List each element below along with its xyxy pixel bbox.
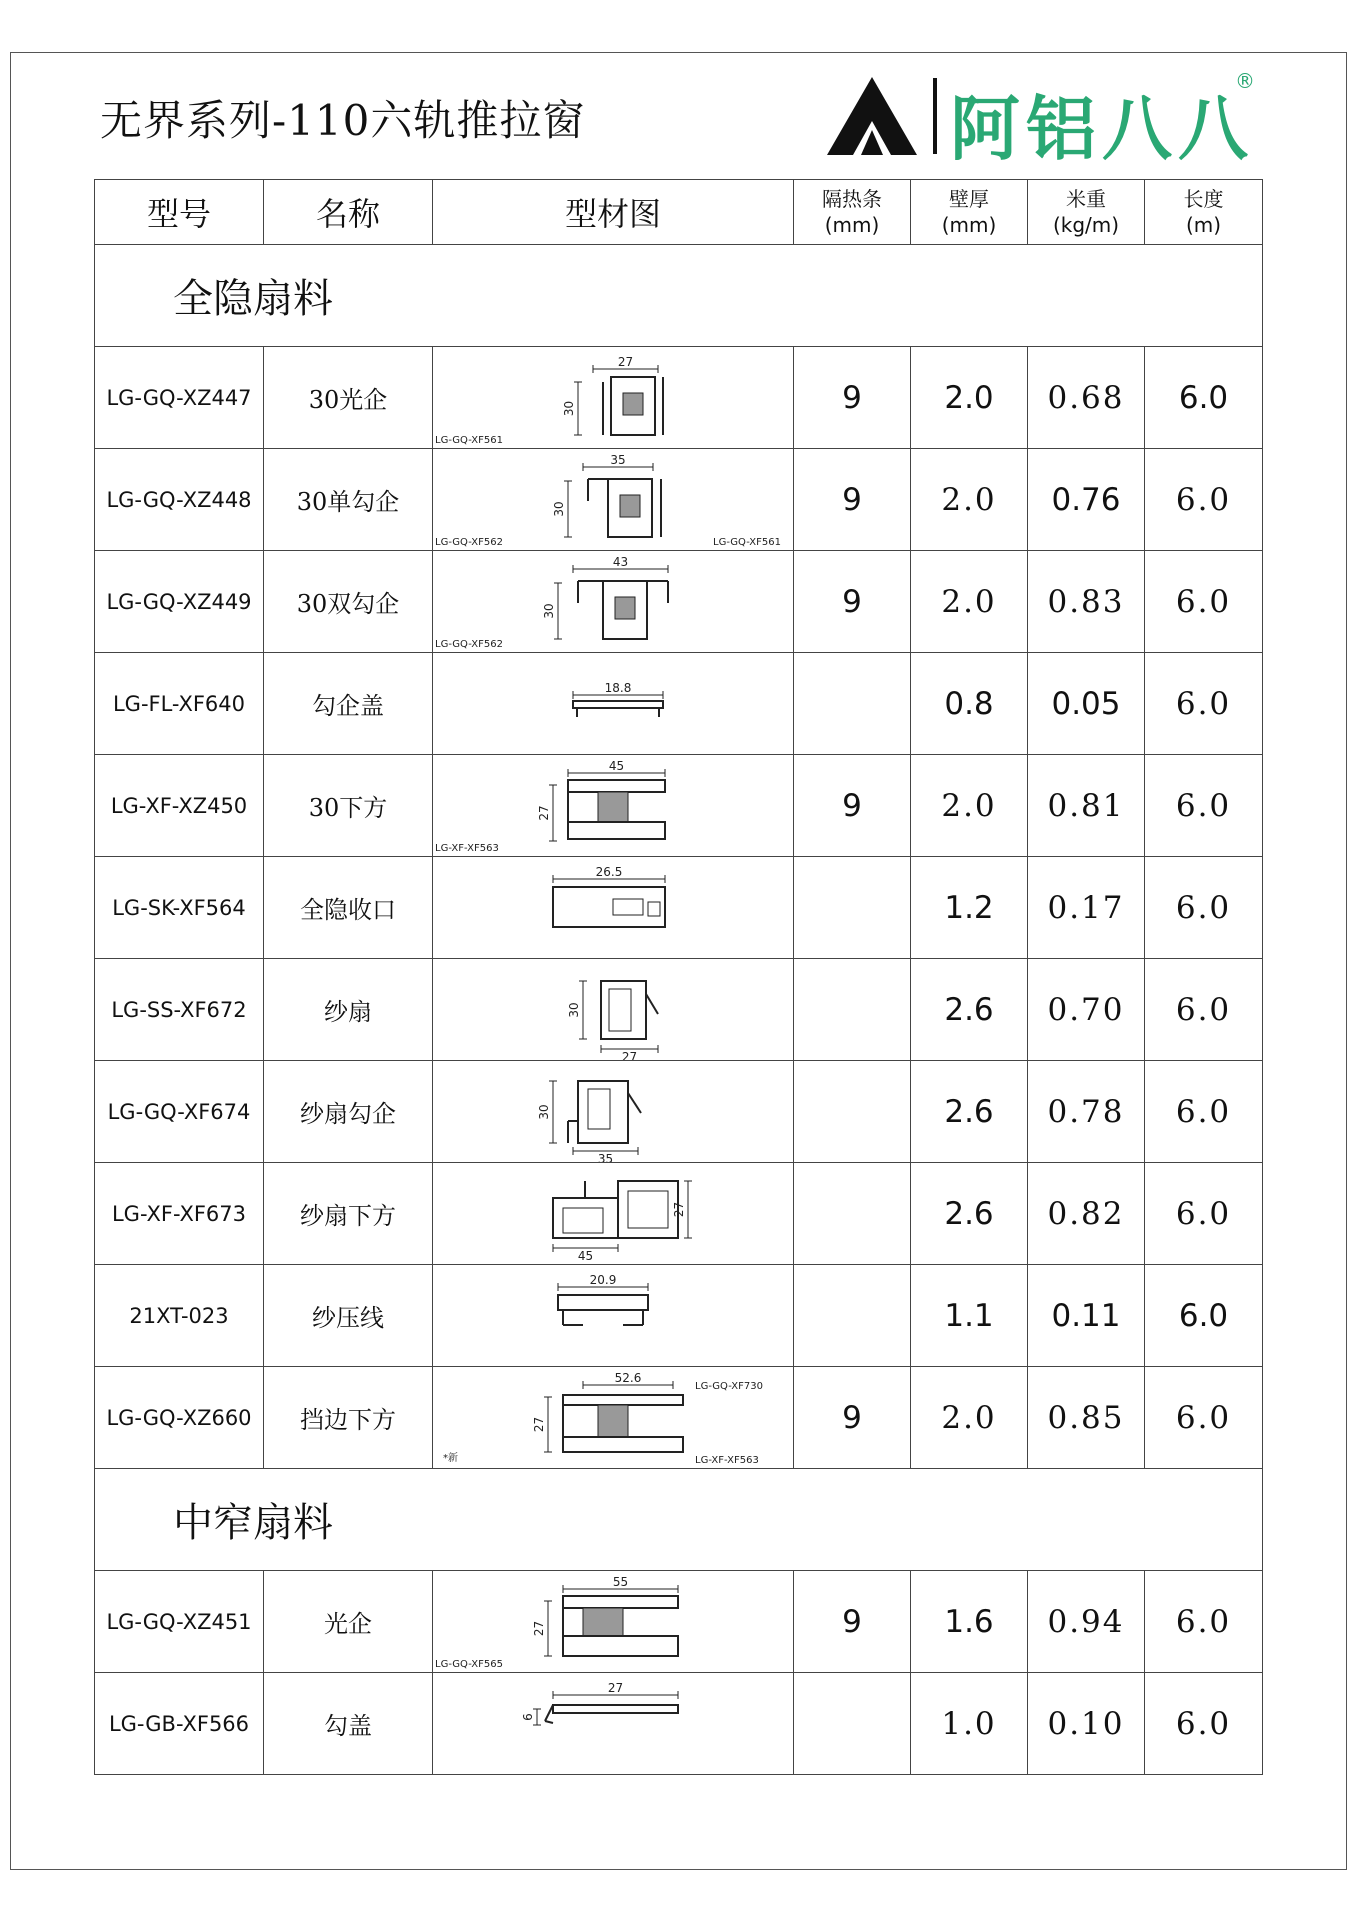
- table-row: [95, 857, 1263, 959]
- spec-table: [94, 179, 1263, 1775]
- svg-text:27: 27: [532, 1416, 546, 1433]
- wall-thickness-cell: 0.8: [911, 653, 1028, 755]
- model-cell: LG-XF-XZ450: [95, 755, 264, 857]
- svg-text:18.8: 18.8: [604, 681, 632, 695]
- meter-weight-cell: 0.76: [1028, 449, 1145, 551]
- profile-drawing: [433, 1571, 793, 1672]
- profile-drawing-cell: [433, 1673, 794, 1775]
- profile-drawing-cell: [433, 449, 794, 551]
- registered-mark: ®: [1235, 69, 1255, 93]
- name-cell: 纱扇下方: [264, 1163, 433, 1265]
- insulation-cell: [794, 959, 911, 1061]
- meter-weight-cell: 0.82: [1028, 1163, 1145, 1265]
- meter-weight-cell: 0.68: [1028, 347, 1145, 449]
- section-header: [95, 1469, 1263, 1571]
- col-drawing: 型材图: [433, 180, 794, 245]
- wall-thickness-cell: 2.0: [911, 1367, 1028, 1469]
- table-row: [95, 1571, 1263, 1673]
- profile-drawing: [433, 1265, 793, 1366]
- svg-text:45: 45: [577, 1249, 594, 1263]
- name-cell: 勾盖: [264, 1673, 433, 1775]
- insulation-cell: 9: [794, 449, 911, 551]
- profile-drawing: [433, 653, 793, 754]
- profile-drawing: [433, 347, 793, 448]
- svg-text:30: 30: [537, 1104, 551, 1120]
- insulation-cell: [794, 1265, 911, 1367]
- col-model: 型号: [95, 180, 264, 245]
- insulation-cell: [794, 1061, 911, 1163]
- svg-text:45: 45: [608, 759, 625, 773]
- svg-text:26.5: 26.5: [595, 865, 623, 879]
- svg-text:52.6: 52.6: [614, 1371, 642, 1385]
- profile-drawing-cell: [433, 551, 794, 653]
- model-cell: LG-GQ-XZ447: [95, 347, 264, 449]
- wall-thickness-cell: 2.0: [911, 347, 1028, 449]
- meter-weight-cell: 0.17: [1028, 857, 1145, 959]
- svg-text:27: 27: [607, 1681, 624, 1695]
- drawing-part-label: LG-GQ-XF565: [435, 1659, 503, 1670]
- profile-drawing-cell: [433, 857, 794, 959]
- svg-text:30: 30: [552, 501, 566, 517]
- model-cell: LG-GQ-XZ660: [95, 1367, 264, 1469]
- model-cell: LG-SS-XF672: [95, 959, 264, 1061]
- insulation-cell: 9: [794, 1571, 911, 1673]
- wall-thickness-cell: 1.1: [911, 1265, 1028, 1367]
- name-cell: 30单勾企: [264, 449, 433, 551]
- meter-weight-cell: 0.85: [1028, 1367, 1145, 1469]
- drawing-part-label: LG-GQ-XF562: [435, 639, 503, 650]
- table-row: [95, 449, 1263, 551]
- svg-text:35: 35: [610, 453, 626, 467]
- table-row: [95, 959, 1263, 1061]
- profile-drawing-cell: [433, 347, 794, 449]
- col-name: 名称: [264, 180, 433, 245]
- name-cell: 30双勾企: [264, 551, 433, 653]
- svg-text:30: 30: [542, 603, 556, 619]
- table-row: [95, 1163, 1263, 1265]
- section-title: 全隐扇料: [95, 245, 1263, 347]
- col-insulation: 隔热条 (mm): [794, 180, 911, 245]
- model-cell: LG-GQ-XZ448: [95, 449, 264, 551]
- wall-thickness-cell: 2.0: [911, 551, 1028, 653]
- svg-text:27: 27: [621, 1050, 638, 1060]
- length-cell: 6.0: [1145, 959, 1263, 1061]
- drawing-part-label: LG-XF-XF563: [435, 843, 499, 854]
- table-header: [95, 180, 1263, 245]
- model-cell: LG-XF-XF673: [95, 1163, 264, 1265]
- model-cell: LG-GQ-XZ451: [95, 1571, 264, 1673]
- profile-drawing-cell: [433, 1061, 794, 1163]
- profile-drawing-cell: [433, 1367, 794, 1469]
- insulation-cell: 9: [794, 755, 911, 857]
- svg-text:27: 27: [537, 805, 551, 821]
- insulation-cell: [794, 653, 911, 755]
- logo-divider: [933, 78, 937, 154]
- insulation-cell: 9: [794, 551, 911, 653]
- model-cell: 21XT-023: [95, 1265, 264, 1367]
- length-cell: 6.0: [1145, 1061, 1263, 1163]
- col-wall: 壁厚 (mm): [911, 180, 1028, 245]
- wall-thickness-cell: 1.2: [911, 857, 1028, 959]
- profile-drawing: [433, 1061, 793, 1162]
- svg-text:43: 43: [612, 555, 629, 569]
- table-row: [95, 1061, 1263, 1163]
- section-title: 中窄扇料: [95, 1469, 1263, 1571]
- model-cell: LG-FL-XF640: [95, 653, 264, 755]
- profile-drawing: [433, 449, 793, 550]
- section-header: [95, 245, 1263, 347]
- svg-text:55: 55: [612, 1575, 629, 1589]
- profile-drawing: [433, 1163, 793, 1264]
- name-cell: 30下方: [264, 755, 433, 857]
- wall-thickness-cell: 1.0: [911, 1673, 1028, 1775]
- drawing-part-label: LG-GQ-XF730: [695, 1381, 763, 1392]
- svg-text:27: 27: [617, 355, 634, 369]
- meter-weight-cell: 0.11: [1028, 1265, 1145, 1367]
- col-weight: 米重 (kg/m): [1028, 180, 1145, 245]
- meter-weight-cell: 0.05: [1028, 653, 1145, 755]
- wall-thickness-cell: 2.6: [911, 959, 1028, 1061]
- table-row: [95, 755, 1263, 857]
- drawing-part-label: LG-GQ-XF561: [435, 435, 503, 446]
- svg-text:20.9: 20.9: [589, 1273, 617, 1287]
- svg-text:27: 27: [532, 1620, 546, 1637]
- profile-drawing-cell: [433, 1571, 794, 1673]
- page-title: 无界系列-110六轨推拉窗: [100, 96, 586, 145]
- name-cell: 纱扇: [264, 959, 433, 1061]
- length-cell: 6.0: [1145, 347, 1263, 449]
- profile-drawing-cell: [433, 1163, 794, 1265]
- name-cell: 纱扇勾企: [264, 1061, 433, 1163]
- profile-drawing: [433, 1673, 793, 1774]
- model-cell: LG-SK-XF564: [95, 857, 264, 959]
- insulation-cell: [794, 1163, 911, 1265]
- drawing-part-label: LG-GQ-XF562: [435, 537, 503, 548]
- length-cell: 6.0: [1145, 1367, 1263, 1469]
- table-row: [95, 551, 1263, 653]
- insulation-cell: 9: [794, 1367, 911, 1469]
- insulation-cell: 9: [794, 347, 911, 449]
- wall-thickness-cell: 2.0: [911, 449, 1028, 551]
- meter-weight-cell: 0.81: [1028, 755, 1145, 857]
- profile-drawing: [433, 1367, 793, 1468]
- profile-drawing: [433, 551, 793, 652]
- logo-triangle-icon: [825, 75, 920, 157]
- svg-text:30: 30: [567, 1002, 581, 1018]
- meter-weight-cell: 0.78: [1028, 1061, 1145, 1163]
- model-cell: LG-GQ-XZ449: [95, 551, 264, 653]
- length-cell: 6.0: [1145, 857, 1263, 959]
- meter-weight-cell: 0.83: [1028, 551, 1145, 653]
- length-cell: 6.0: [1145, 1571, 1263, 1673]
- model-cell: LG-GB-XF566: [95, 1673, 264, 1775]
- svg-text:35: 35: [597, 1152, 614, 1162]
- table-row: [95, 653, 1263, 755]
- drawing-part-label: LG-XF-XF563: [695, 1455, 759, 1466]
- table-row: [95, 1265, 1263, 1367]
- length-cell: 6.0: [1145, 449, 1263, 551]
- profile-drawing-cell: [433, 653, 794, 755]
- profile-drawing: [433, 959, 793, 1060]
- name-cell: 光企: [264, 1571, 433, 1673]
- profile-drawing-cell: [433, 1265, 794, 1367]
- length-cell: 6.0: [1145, 1265, 1263, 1367]
- profile-drawing: [433, 755, 793, 856]
- meter-weight-cell: 0.10: [1028, 1673, 1145, 1775]
- name-cell: 全隐收口: [264, 857, 433, 959]
- meter-weight-cell: 0.70: [1028, 959, 1145, 1061]
- wall-thickness-cell: 2.0: [911, 755, 1028, 857]
- insulation-cell: [794, 857, 911, 959]
- drawing-part-label: LG-GQ-XF561: [713, 537, 781, 548]
- table-row: [95, 1673, 1263, 1775]
- length-cell: 6.0: [1145, 1163, 1263, 1265]
- profile-drawing: [433, 857, 793, 958]
- drawing-part-label: *新: [443, 1453, 458, 1464]
- name-cell: 勾企盖: [264, 653, 433, 755]
- wall-thickness-cell: 2.6: [911, 1061, 1028, 1163]
- svg-text:6: 6: [521, 1713, 535, 1721]
- length-cell: 6.0: [1145, 755, 1263, 857]
- profile-drawing-cell: [433, 959, 794, 1061]
- name-cell: 30光企: [264, 347, 433, 449]
- length-cell: 6.0: [1145, 653, 1263, 755]
- model-cell: LG-GQ-XF674: [95, 1061, 264, 1163]
- insulation-cell: [794, 1673, 911, 1775]
- profile-drawing-cell: [433, 755, 794, 857]
- svg-text:27: 27: [672, 1201, 686, 1218]
- col-length: 长度 (m): [1145, 180, 1263, 245]
- svg-text:30: 30: [562, 400, 576, 417]
- wall-thickness-cell: 1.6: [911, 1571, 1028, 1673]
- name-cell: 挡边下方: [264, 1367, 433, 1469]
- meter-weight-cell: 0.94: [1028, 1571, 1145, 1673]
- table-row: [95, 347, 1263, 449]
- wall-thickness-cell: 2.6: [911, 1163, 1028, 1265]
- logo-text: 阿铝八八: [950, 88, 1254, 170]
- table-row: [95, 1367, 1263, 1469]
- name-cell: 纱压线: [264, 1265, 433, 1367]
- length-cell: 6.0: [1145, 1673, 1263, 1775]
- length-cell: 6.0: [1145, 551, 1263, 653]
